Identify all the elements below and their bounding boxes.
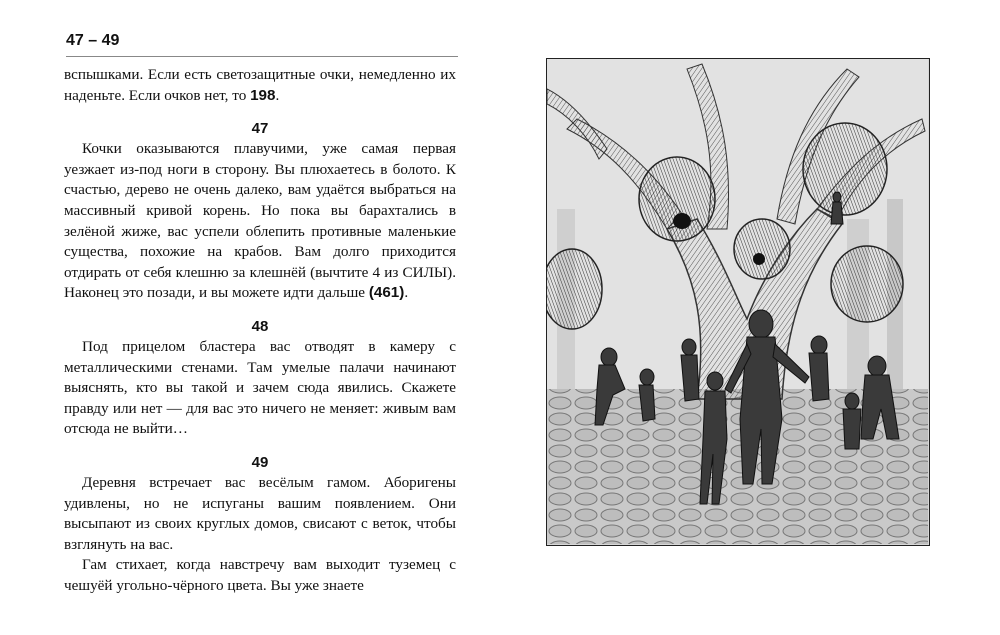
running-head: 47 – 49 <box>66 32 120 49</box>
section-reference: 198 <box>250 86 276 104</box>
continuation-end: . <box>275 86 280 104</box>
book-illustration <box>546 58 930 546</box>
section-paragraph: Под прицелом бластера вас отводят в камеру с металлическими стенами. Там умелые палачи начинают выяснять, кто вы такой и зачем сюда явились. Скажете правду или нет — для вас это ничего не меняет: живым вам отсюда не выйти… <box>64 337 456 438</box>
section-number: 49 <box>251 453 269 471</box>
body-text <box>64 65 456 596</box>
continuation-text: вспышками. Если есть светозащитные очки, немедленно их наденьте. Если очков нет, то <box>64 66 456 104</box>
section-paragraph: Гам стихает, когда навстречу вам выходит туземец с чешуёй угольно-чёрного цвета. Вы уже знаете <box>64 556 456 594</box>
section-paragraph: Деревня встречает вас весёлым гамом. Аборигены удивлены, но не испуганы вашим появлением. Они высыпают из своих круглых домов, свисают с веток, чтобы взглянуть на вас. <box>64 473 456 553</box>
section-reference: (461) <box>368 284 405 302</box>
header-rule <box>66 56 458 57</box>
left-page <box>64 30 456 596</box>
section-number: 48 <box>251 317 269 335</box>
section-text: Кочки оказываются плавучими, уже самая первая уезжает из-под ноги в сторону. Вы плюхаетесь в болото. К счастью, дерево не очень далеко, вам удаётся выбраться на массивный кривой корень. Но пока вы барахтались в зелёной жиже, вас успели облепить противные маленькие существа, похожие на крабов. Вам долго приходится отдирать от себя клешню за клешнёй (вычтите 4 из СИЛЫ). Наконец это позади, и вы можете идти дальше <box>64 140 456 302</box>
illustration-drawing <box>547 59 928 544</box>
section-number: 47 <box>251 120 269 138</box>
continuation-paragraph <box>64 65 456 106</box>
section-paragraph <box>64 139 456 304</box>
section-text-end: . <box>404 284 409 302</box>
